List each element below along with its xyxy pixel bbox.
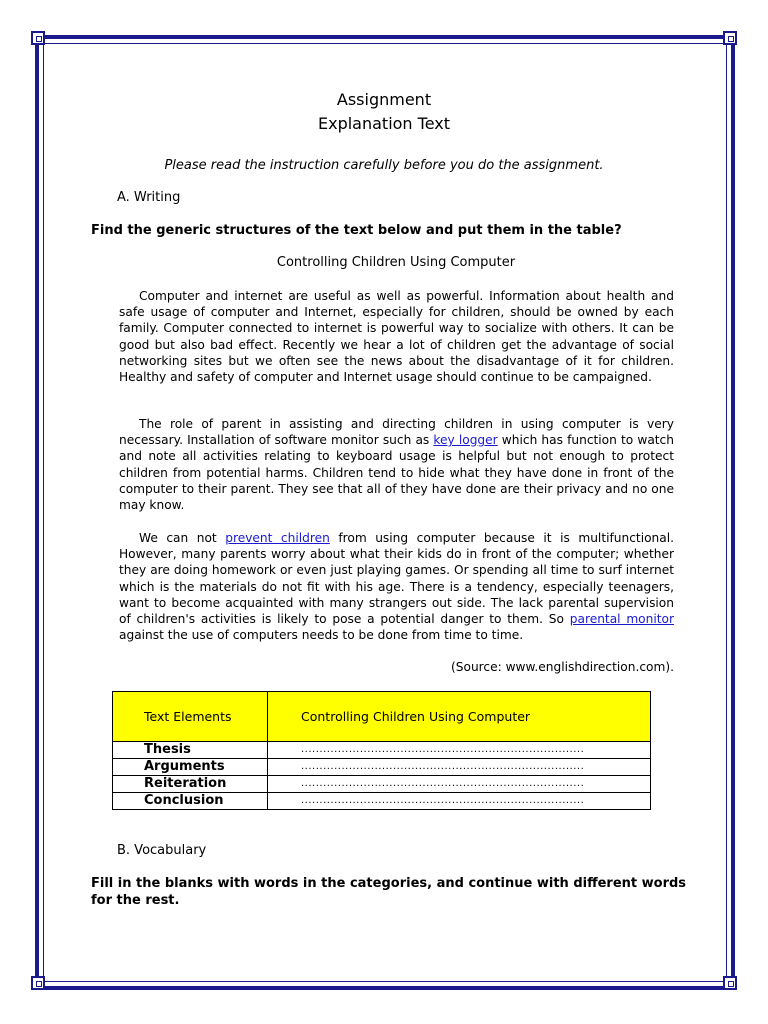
paragraph-1-text: Computer and internet are useful as well as powerful. Information about health and safe usage of computer and Internet, especially for children, should be owned by each family. Computer connected to internet is powerful way to socialize with others. It can be good but also bad effect. Recently we hear a lot of children get the advantage of social networking sites but we often see the news about the disadvantage of it for children. Healthy and safety of computer and Internet usage should continue to be campaigned.: [119, 289, 674, 385]
table-row-blank[interactable]: .............................................................................: [268, 759, 651, 776]
table-row-label: Conclusion: [113, 793, 268, 810]
source-citation: (Source: www.englishdirection.com).: [451, 660, 674, 674]
table-row: [113, 759, 651, 776]
table-header-cell: Text Elements: [113, 692, 268, 742]
table-header-row: [113, 692, 651, 742]
paragraph-2-text: The role of parent in assisting and directing children in using computer is very necessary. Installation of software monitor such as: [119, 417, 674, 448]
table-row-blank[interactable]: .............................................................................: [268, 793, 651, 810]
table-header-cell: Controlling Children Using Computer: [268, 692, 651, 742]
passage-title: Controlling Children Using Computer: [276, 255, 516, 270]
table-row: [113, 793, 651, 810]
section-a-heading: A. Writing: [117, 190, 181, 205]
table-row-label: Thesis: [113, 742, 268, 759]
instruction-text: Please read the instruction carefully before you do the assignment.: [164, 158, 604, 173]
paragraph-3-text-cont: from using computer because it is multifunctional. However, many parents worry about what their kids do in front of the computer; whether they are doing homework or even just playing games. Or spending all time to surf internet which is the materials do not fit with his age. There is a tendency, especially teenagers, want to become acquainted with many strangers out side. The lack parental supervision of children's activities is likely to pose a potential danger to them. So: [119, 531, 674, 627]
text-elements-table: [112, 691, 651, 810]
paragraph-3: [119, 530, 674, 643]
paragraph-2: [119, 416, 674, 513]
table-row-label: Arguments: [113, 759, 268, 776]
page-title: Assignment: [336, 90, 432, 109]
table-row: [113, 742, 651, 759]
border-corner-ornament: [723, 976, 737, 990]
section-b-heading: B. Vocabulary: [117, 843, 207, 858]
paragraph-3-text-end: against the use of computers needs to be done from time to time.: [119, 628, 524, 643]
paragraph-3-text: We can not: [139, 531, 226, 545]
table-row: [113, 776, 651, 793]
section-a-question: Find the generic structures of the text below and put them in the table?: [91, 223, 622, 238]
paragraph-1: [119, 288, 674, 385]
border-corner-ornament: [723, 31, 737, 45]
table-row-label: Reiteration: [113, 776, 268, 793]
paragraph-2-text-cont: which has function to watch and note all activities relating to keyboard usage is helpful but not enough to protect children from potential harms. Children tend to hide what they have done in front of the computer to their parent. They see that all of they have done are their privacy and no one may know.: [119, 433, 674, 513]
section-b-question: Fill in the blanks with words in the categories, and continue with different words for the rest.: [91, 876, 687, 908]
border-corner-ornament: [31, 31, 45, 45]
table-row-blank[interactable]: .............................................................................: [268, 776, 651, 793]
border-corner-ornament: [31, 976, 45, 990]
key-logger-link[interactable]: key logger: [433, 433, 498, 448]
parental-monitor-link[interactable]: parental monitor: [569, 612, 675, 627]
prevent-children-link[interactable]: prevent children: [225, 531, 330, 545]
table-row-blank[interactable]: .............................................................................: [268, 742, 651, 759]
page-subtitle: Explanation Text: [317, 114, 451, 133]
